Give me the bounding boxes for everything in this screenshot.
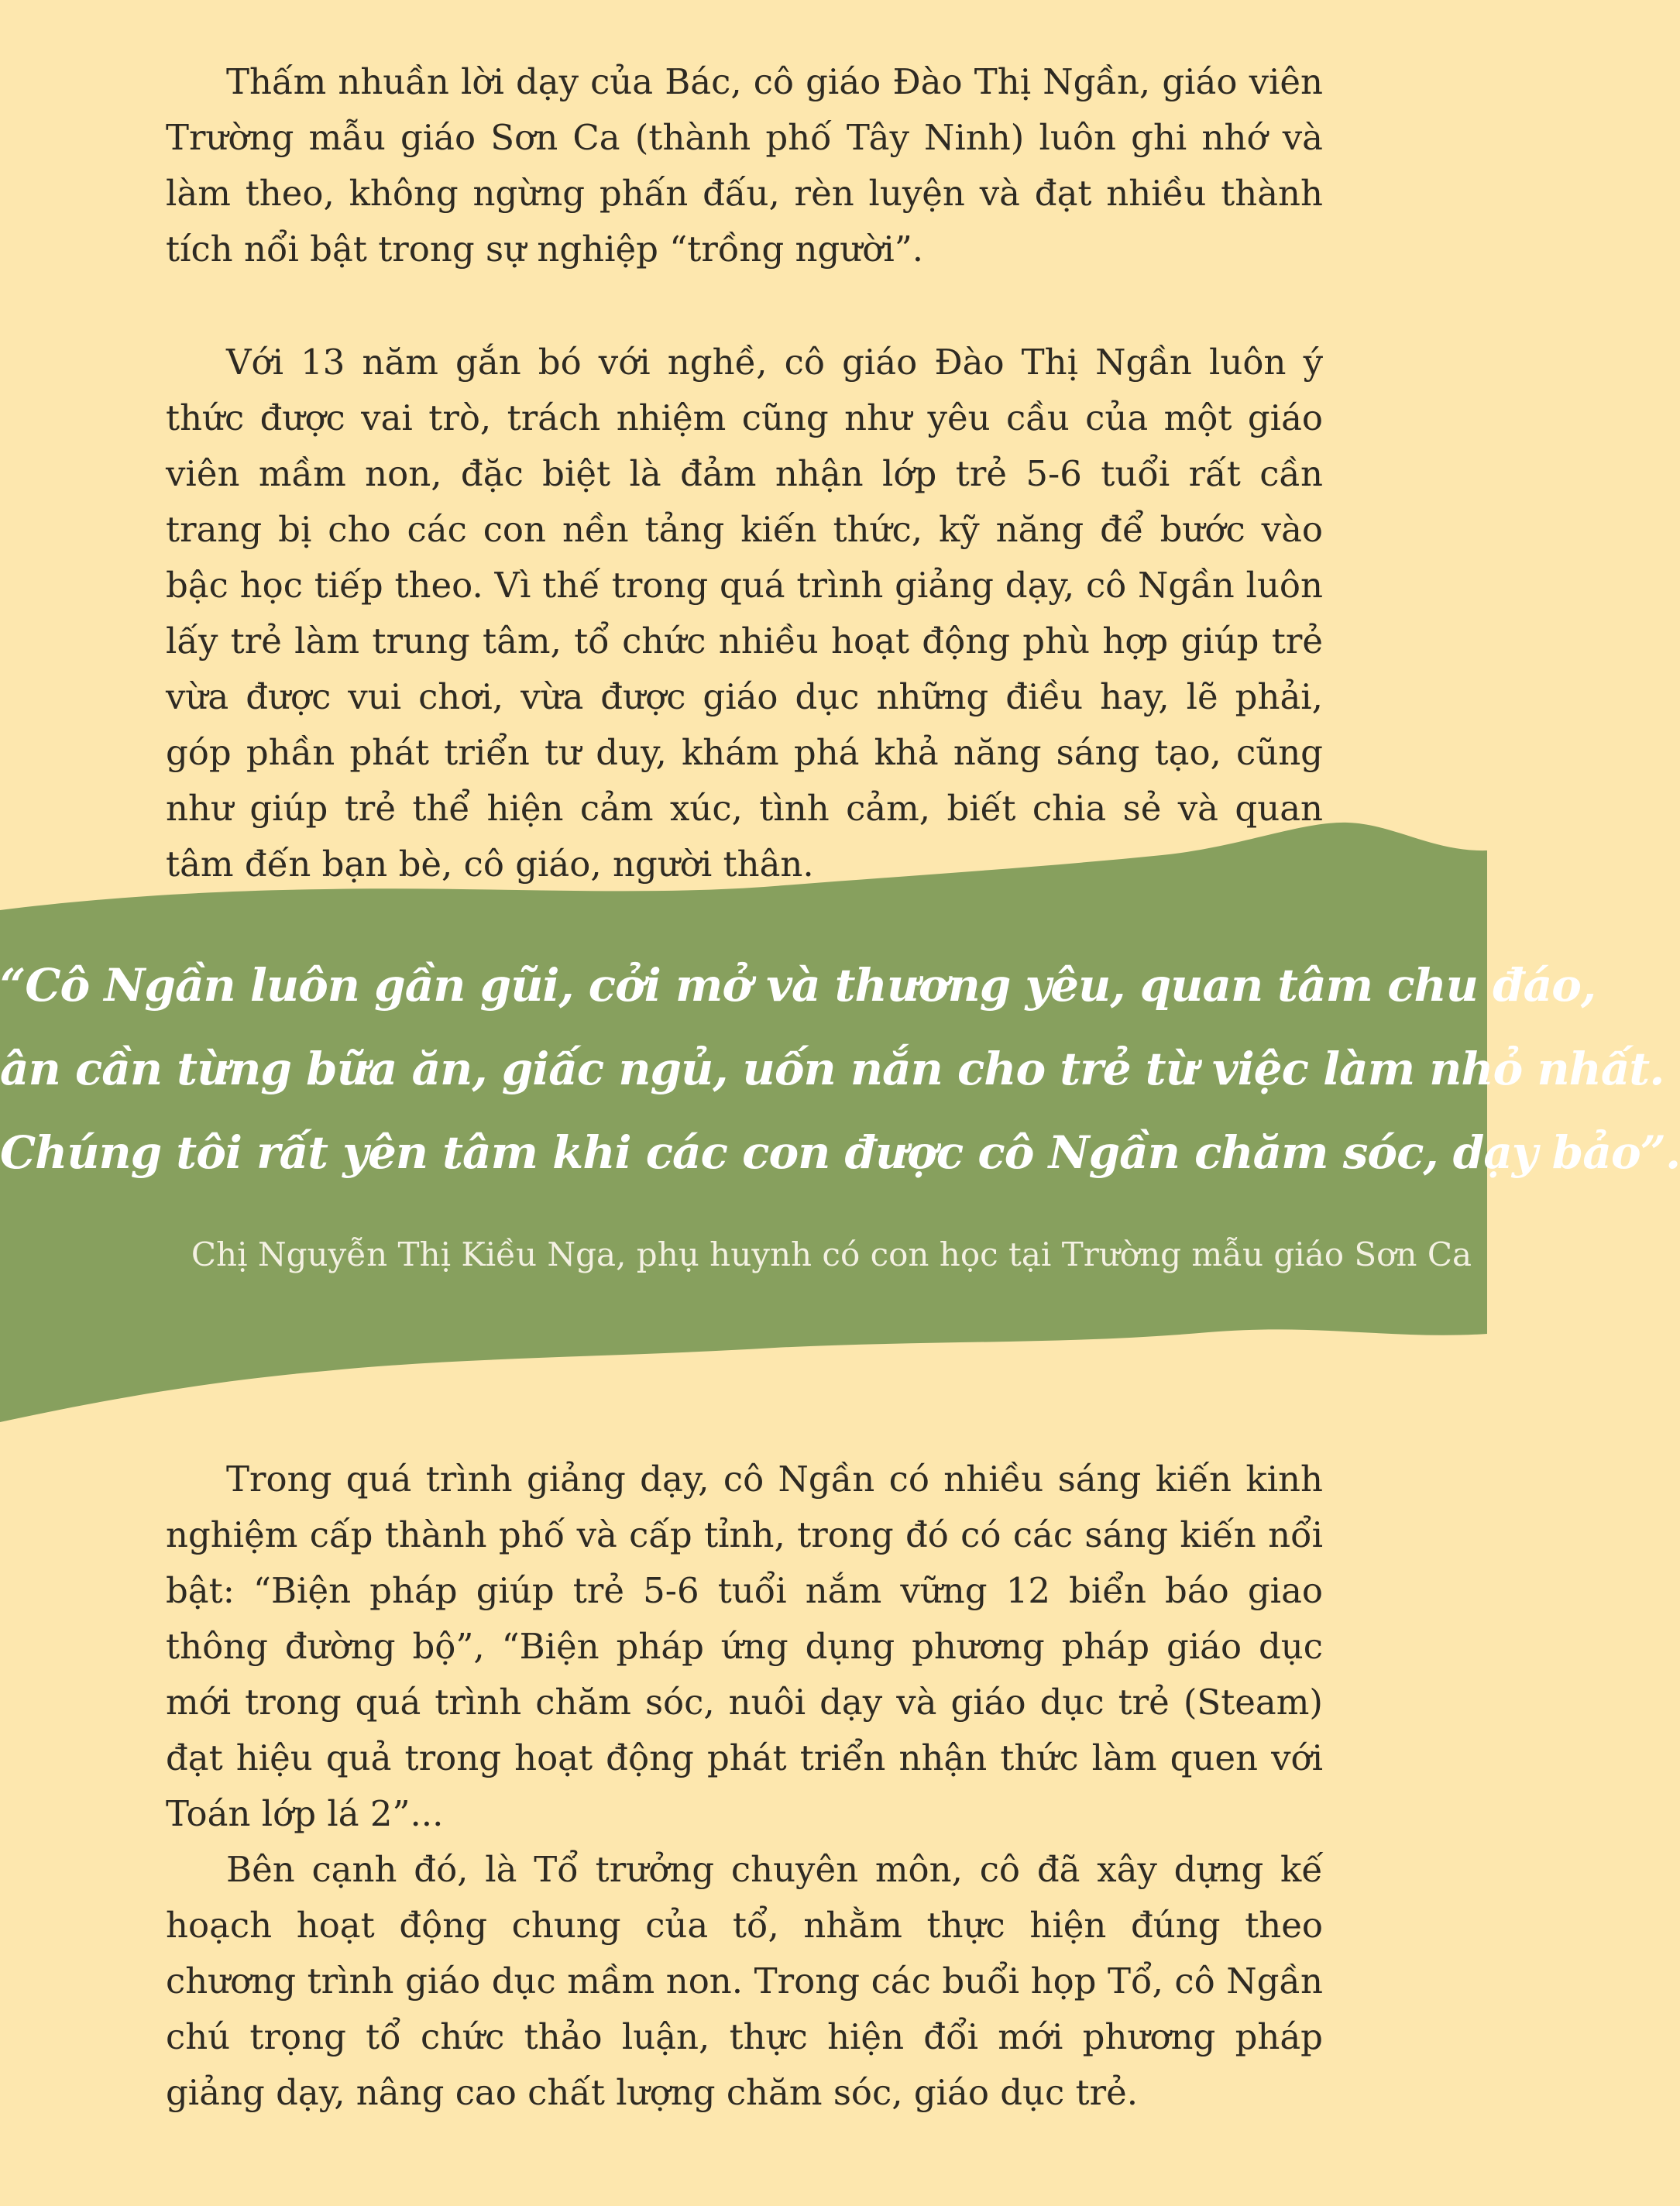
quote-line-3: Chúng tôi rất yên tâm khi các con được cô Ngần chăm sóc, dạy bảo”. [0, 1126, 1680, 1179]
quote-line-2: ân cần từng bữa ăn, giấc ngủ, uốn nắn cho trẻ từ việc làm nhỏ nhất. [0, 1043, 1665, 1095]
quote-line-1: “Cô Ngần luôn gần gũi, cởi mở và thương yêu, quan tâm chu đáo, [0, 959, 1596, 1012]
intro-paragraph: Thấm nhuần lời dạy của Bác, cô giáo Đào Thị Ngần, giáo viên Trường mẫu giáo Sơn Ca (thành phố Tây Ninh) luôn ghi nhớ và làm theo, không ngừng phấn đấu, rèn luyện và đạt nhiều thành tích nổi bật trong sự nghiệp “trồng người”. [166, 61, 1323, 270]
career-paragraph: Với 13 năm gắn bó với nghề, cô giáo Đào Thị Ngần luôn ý thức được vai trò, trách nhiệm cũng như yêu cầu của một giáo viên mầm non, đặc biệt là đảm nhận lớp trẻ 5-6 tuổi rất cần trang bị cho các con nền tảng kiến thức, kỹ năng để bước vào bậc học tiếp theo. Vì thế trong quá trình giảng dạy, cô Ngần luôn lấy trẻ làm trung tâm, tổ chức nhiều hoạt động phù hợp giúp trẻ vừa được vui chơi, vừa được giáo dục những điều hay, lẽ phải, góp phần phát triển tư duy, khám phá khả năng sáng tạo, cũng như giúp trẻ thể hiện cảm xúc, tình cảm, biết chia sẻ và quan tâm đến bạn bè, cô giáo, người thân. [166, 342, 1323, 885]
initiatives-paragraph: Trong quá trình giảng dạy, cô Ngần có nhiều sáng kiến kinh nghiệm cấp thành phố và cấp tỉnh, trong đó có các sáng kiến nổi bật: “Biện pháp giúp trẻ 5-6 tuổi nắm vững 12 biển báo giao thông đường bộ”, “Biện pháp ứng dụng phương pháp giáo dục mới trong quá trình chăm sóc, nuôi dạy và giáo dục trẻ (Steam) đạt hiệu quả trong hoạt động phát triển nhận thức làm quen với Toán lớp lá 2”... [166, 1459, 1323, 1834]
quote-attribution: Chị Nguyễn Thị Kiều Nga, phụ huynh có con học tại Trường mẫu giáo Sơn Ca [191, 1235, 1472, 1273]
team-leader-paragraph: Bên cạnh đó, là Tổ trưởng chuyên môn, cô đã xây dựng kế hoạch hoạt động chung của tổ, nhằm thực hiện đúng theo chương trình giáo dục mầm non. Trong các buổi họp Tổ, cô Ngần chú trọng tổ chức thảo luận, thực hiện đổi mới phương pháp giảng dạy, nâng cao chất lượng chăm sóc, giáo dục trẻ. [166, 1849, 1323, 2113]
testimonial-quote [0, 943, 1680, 1194]
